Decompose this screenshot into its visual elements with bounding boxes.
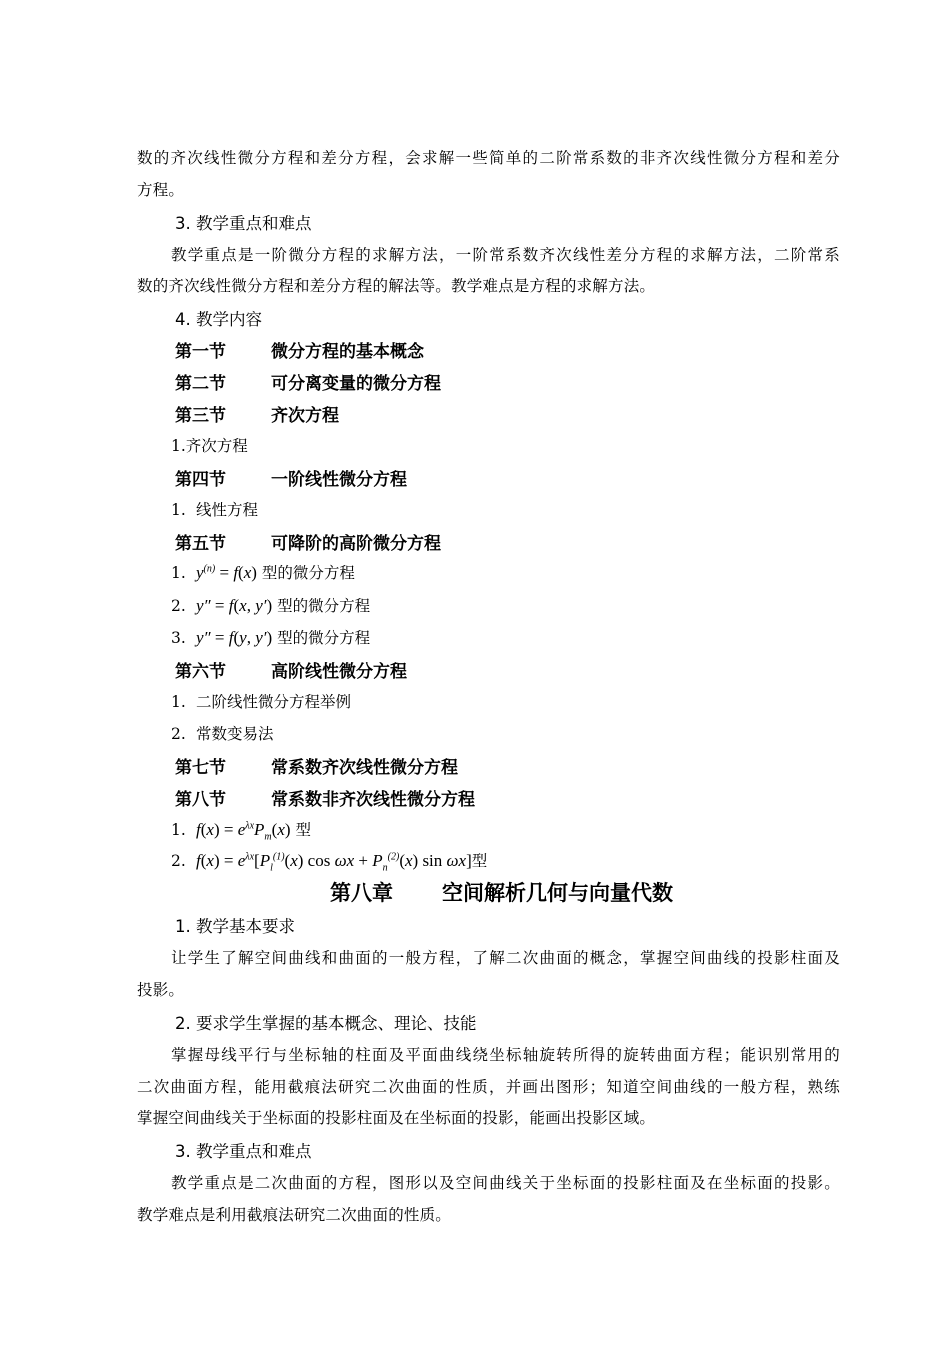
heading-content: 4. 教学内容 xyxy=(175,310,262,329)
list-item-number: 2. xyxy=(171,852,186,870)
chapter-number: 第八章 xyxy=(330,881,393,905)
list-item-number: 2. xyxy=(171,725,186,743)
section-heading xyxy=(175,465,407,490)
section-number: 第二节 xyxy=(175,374,226,394)
formula: $f(x) = e^{\lambda x}P_m(x)$ xyxy=(196,820,291,843)
paragraph-line: 让学生了解空间曲线和曲面的一般方程，了解二次曲面的概念，掌握空间曲线的投影柱面及 xyxy=(171,949,840,967)
paragraph-line: 教学重点是二次曲面的方程，图形以及空间曲线关于坐标面的投影柱面及在坐标面的投影。 xyxy=(171,1174,840,1192)
section-title: 一阶线性微分方程 xyxy=(271,470,407,490)
section-number: 第六节 xyxy=(175,662,226,682)
formula: $f(x) = e^{\lambda x}[P_l^{(1)}(x)$ $\cos \omega x + P_n^{(2)}(x)$ sin ωx] xyxy=(196,851,472,874)
paragraph-line: 二次曲面方程，能用截痕法研究二次曲面的性质，并画出图形；知道空间曲线的一般方程，熟练 xyxy=(137,1078,840,1096)
list-item-text: 型 xyxy=(471,852,488,870)
section-heading xyxy=(175,337,424,362)
section-heading xyxy=(175,657,407,682)
section-heading xyxy=(175,401,339,426)
section-heading xyxy=(175,369,441,394)
heading-basic-requirements: 1. 教学基本要求 xyxy=(175,917,295,936)
paragraph-line: 教学重点是一阶微分方程的求解方法，一阶常系数齐次线性差分方程的求解方法，二阶常系 xyxy=(171,246,840,264)
list-item xyxy=(171,626,370,648)
list-item-text: 线性方程 xyxy=(196,501,259,519)
list-item-number: 1. xyxy=(171,821,186,839)
heading-key-points-ch8: 3. 教学重点和难点 xyxy=(175,1142,312,1161)
list-item xyxy=(171,498,258,520)
list-item-text: 型的微分方程 xyxy=(277,629,371,647)
list-item-number: 3. xyxy=(171,629,186,647)
heading-concepts: 2. 要求学生掌握的基本概念、理论、技能 xyxy=(175,1014,477,1033)
section-title: 常系数非齐次线性微分方程 xyxy=(271,790,475,810)
section-number: 第五节 xyxy=(175,534,226,554)
section-title: 可降阶的高阶微分方程 xyxy=(271,534,441,554)
section-title: 可分离变量的微分方程 xyxy=(271,374,441,394)
section-heading xyxy=(175,753,458,778)
chapter-name: 空间解析几何与向量代数 xyxy=(442,881,673,905)
list-item-number: 1. xyxy=(171,693,186,711)
list-item xyxy=(171,594,370,616)
section-number: 第三节 xyxy=(175,406,226,426)
list-item-number: 2. xyxy=(171,597,186,615)
list-item-text: 型 xyxy=(295,821,311,839)
formula: y″ = f(x, y′) xyxy=(196,596,273,615)
paragraph-line: 投影。 xyxy=(137,981,185,999)
list-item: 1.齐次方程 xyxy=(171,437,248,455)
list-item xyxy=(171,849,487,873)
paragraph-line: 方程。 xyxy=(137,181,185,199)
paragraph-line: 数的齐次线性微分方程和差分方程，会求解一些简单的二阶常系数的非齐次线性微分方程和差分 xyxy=(137,149,840,167)
section-heading xyxy=(175,785,475,810)
list-item xyxy=(171,690,351,712)
section-number: 第七节 xyxy=(175,758,226,778)
list-item-text: 二阶线性微分方程举例 xyxy=(196,693,352,711)
list-item-number: 1. xyxy=(171,501,186,519)
section-number: 第四节 xyxy=(175,470,226,490)
section-title: 齐次方程 xyxy=(271,406,339,426)
section-heading xyxy=(175,529,441,554)
paragraph-line: 数的齐次线性微分方程和差分方程的解法等。教学难点是方程的求解方法。 xyxy=(137,277,656,295)
paragraph-line: 教学难点是利用截痕法研究二次曲面的性质。 xyxy=(137,1206,452,1224)
list-item-text: 型的微分方程 xyxy=(261,564,355,582)
section-number: 第一节 xyxy=(175,342,226,362)
paragraph-line: 掌握空间曲线关于坐标面的投影柱面及在坐标面的投影，能画出投影区域。 xyxy=(137,1109,656,1127)
formula: y″ = f(y, y′) xyxy=(196,628,273,647)
section-number: 第八节 xyxy=(175,790,226,810)
section-title: 常系数齐次线性微分方程 xyxy=(271,758,458,778)
section-title: 微分方程的基本概念 xyxy=(271,342,424,362)
paragraph-line: 掌握母线平行与坐标轴的柱面及平面曲线绕坐标轴旋转所得的旋转曲面方程；能识别常用的 xyxy=(171,1046,840,1064)
list-item-text: 常数变易法 xyxy=(196,725,274,743)
list-item xyxy=(171,722,274,744)
chapter-title xyxy=(330,877,673,907)
list-item xyxy=(171,818,311,842)
heading-key-points: 3. 教学重点和难点 xyxy=(175,214,312,233)
section-title: 高阶线性微分方程 xyxy=(271,662,407,682)
list-item-number: 1. xyxy=(171,564,186,582)
list-item xyxy=(171,561,355,583)
formula: $y^{(n)} = f(x)$ xyxy=(196,563,257,582)
list-item-text: 型的微分方程 xyxy=(277,597,371,615)
